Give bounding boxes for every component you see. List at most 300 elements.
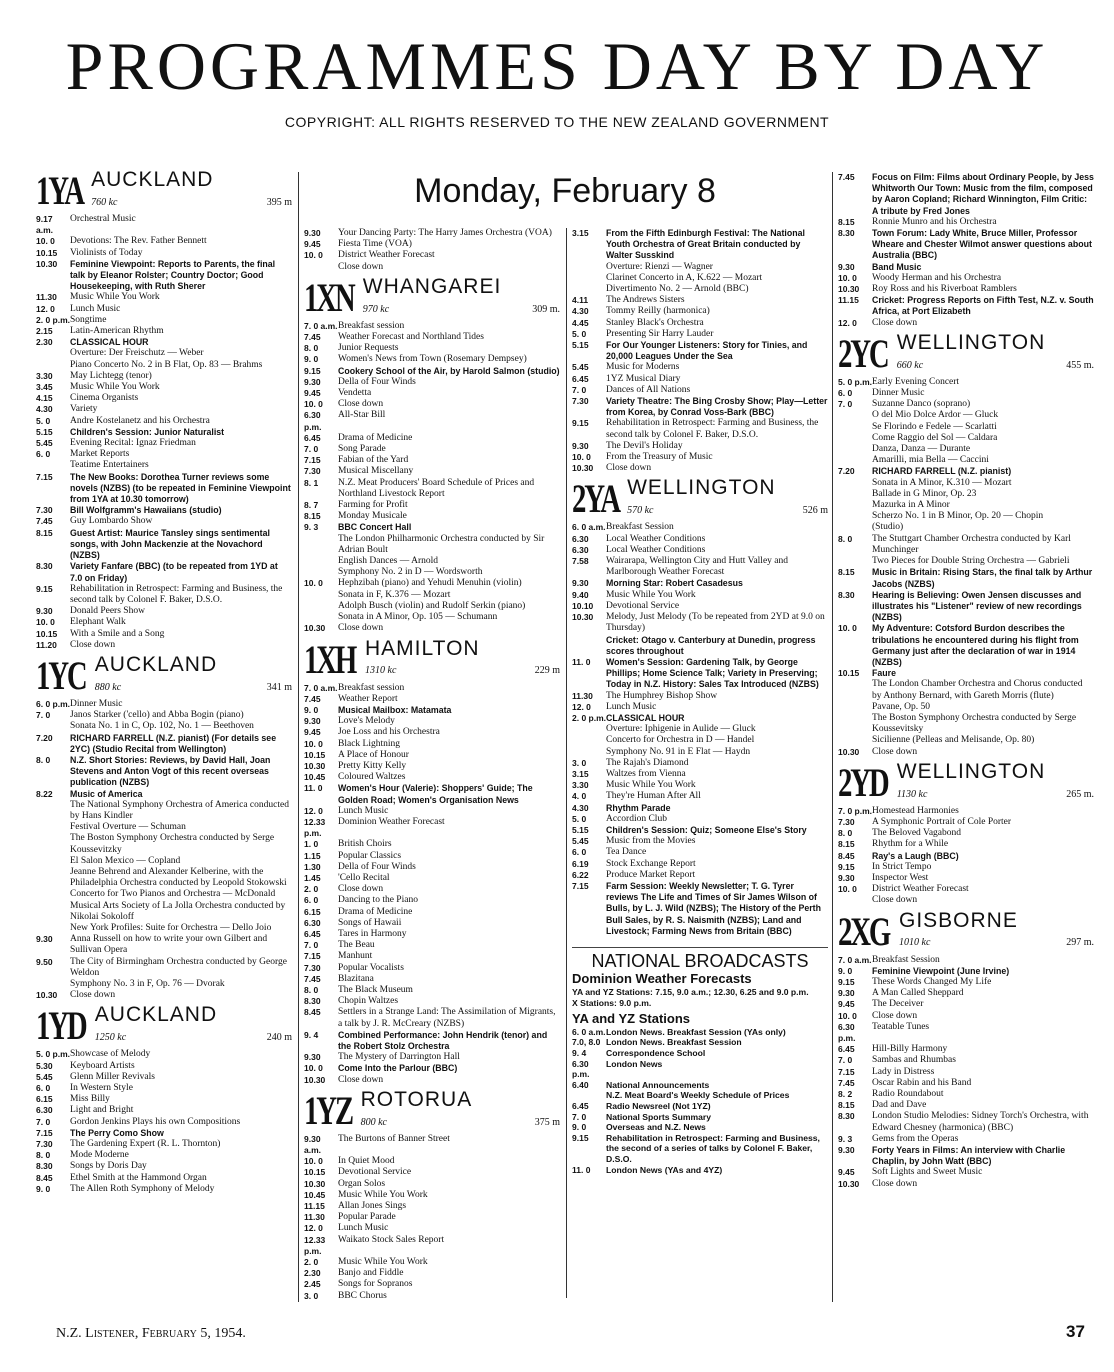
programme-row <box>838 747 1094 758</box>
programme-title: Songs for Sopranos <box>338 1279 413 1290</box>
programme-time <box>36 721 70 732</box>
programme-time: 7.15 <box>838 1066 855 1077</box>
programme-row <box>304 963 560 974</box>
programme-time: 7.30 <box>572 396 589 407</box>
programme-title: The National Symphony Orchestra of America conducted by Hans Kindler <box>70 799 289 821</box>
programme-row <box>304 466 560 477</box>
programme-row <box>572 870 828 881</box>
programme-time <box>838 444 872 455</box>
programme-time: 4.45 <box>572 317 589 328</box>
programme-time: 7. 0 <box>572 1111 587 1122</box>
programme-time: 7. 0 a.m. <box>304 320 338 331</box>
programme-time: 10.30 <box>838 1178 860 1189</box>
station-info <box>627 476 828 518</box>
programme-row <box>36 584 292 606</box>
programme-row <box>36 393 292 404</box>
programme-time: 12. 0 <box>838 317 857 328</box>
programme-row <box>838 1022 1094 1044</box>
programme-title: Sonata No. 1 in C, Op. 102, No. 1 — Beethoven <box>70 721 254 732</box>
programme-row <box>838 735 1094 746</box>
programme-row <box>304 332 560 343</box>
programme-time: 7. 0 p.m. <box>838 805 873 816</box>
programme-time: 10.30 <box>36 990 58 1001</box>
programme-time: 5.30 <box>36 1060 53 1071</box>
programme-time: 12. 0 <box>572 701 591 712</box>
programme-title: Musical Arts Society of La Jolla Orchestra conducted by Nikolai Sokoloff <box>70 900 286 922</box>
programme-title: London News. Breakfast Session (YAs only) <box>606 1026 786 1037</box>
programme-row <box>304 623 560 634</box>
programme-title: Chopin Waltzes <box>338 996 399 1007</box>
programme-time: 10.45 <box>304 772 326 783</box>
programme-title: These Words Changed My Life <box>872 976 992 987</box>
programme-row <box>838 977 1094 988</box>
column-rule-2 <box>566 228 567 1298</box>
station-header <box>304 274 560 320</box>
programme-time: 5. 0 p.m. <box>36 1049 71 1060</box>
programme-section <box>36 1003 292 1195</box>
programme-title: BBC Chorus <box>338 1290 387 1301</box>
programme-row <box>304 444 560 455</box>
programme-row <box>304 884 560 895</box>
programme-row <box>572 452 828 463</box>
programme-time: 8. 0 <box>304 984 319 995</box>
programme-time: 7.58 <box>572 556 589 567</box>
national-row <box>572 1048 828 1059</box>
programme-title: Rhythm for a While <box>872 839 949 850</box>
programme-title: Produce Market Report <box>606 869 696 880</box>
programme-time: 2.15 <box>36 326 53 337</box>
programme-title: Popular Vocalists <box>338 962 404 973</box>
station-frequency: 1250 kc <box>94 1032 127 1044</box>
programme-title: Tea Dance <box>606 847 647 858</box>
programme-row <box>304 1212 560 1223</box>
programme-time: 10. 0 <box>838 884 857 895</box>
programme-row <box>36 360 292 371</box>
programme-row <box>838 1044 1094 1055</box>
station-frequency: 660 kc <box>896 359 924 371</box>
programme-row <box>36 733 292 755</box>
programme-time: 7.45 <box>304 332 321 343</box>
programme-title: The London Philharmonic Orchestra conducted by Sir Adrian Boult <box>338 533 545 555</box>
programme-time: 9.45 <box>304 727 321 738</box>
programme-row <box>572 612 828 634</box>
programme-time: 9.15 <box>572 1132 589 1143</box>
station-wavelength: 240 m <box>266 1032 292 1044</box>
programme-title: They're Human After All <box>606 791 701 802</box>
programme-time <box>838 556 872 567</box>
programme-title: Close down <box>872 317 918 328</box>
programme-row <box>838 511 1094 522</box>
station-callsign: 1YC <box>36 652 86 698</box>
programme-time: 6.40 <box>572 1079 589 1090</box>
programme-time: 10.15 <box>304 1167 326 1178</box>
programme-title: Divertimento No. 2 — Arnold (BBC) <box>606 284 749 295</box>
programme-time: 4.30 <box>572 802 589 813</box>
programme-row <box>304 590 560 601</box>
programme-time: 1.15 <box>304 850 321 861</box>
programme-time <box>838 735 872 746</box>
programme-time: 9. 3 <box>838 1133 853 1144</box>
programme-title: Della of Four Winds <box>338 376 416 387</box>
programme-row <box>304 817 560 839</box>
programme-title: Lady in Distress <box>872 1066 935 1077</box>
programme-title: Rehabilitation in Retrospect: Farming and Business, the second talk by Colonel F. Baker, D.S.O. <box>606 418 819 440</box>
programme-time: 7.30 <box>304 962 321 973</box>
programme-row <box>838 422 1094 433</box>
programme-title: Morning Star: Robert Casadesus <box>606 578 743 589</box>
programme-title: Close down <box>338 1074 384 1085</box>
station-header <box>36 652 292 698</box>
programme-time: 12. 0 <box>36 303 55 314</box>
programme-title: Sonata in A Minor, K.310 — Mozart <box>872 477 1012 488</box>
programme-row <box>304 940 560 951</box>
programme-row <box>304 511 560 522</box>
programme-time <box>572 284 606 295</box>
programme-time <box>572 262 606 273</box>
programme-title: Dancing to the Piano <box>338 895 418 906</box>
programme-title: CLASSICAL HOUR <box>606 712 685 723</box>
programme-section <box>572 476 828 937</box>
programme-row <box>304 239 560 250</box>
programme-row <box>838 556 1094 567</box>
programme-time: 7.45 <box>36 516 53 527</box>
programme-title: Dances of All Nations <box>606 384 691 395</box>
programme-time: 7.45 <box>304 693 321 704</box>
programme-row <box>304 377 560 388</box>
programme-time: 8. 1 <box>304 477 319 488</box>
programme-row <box>36 721 292 732</box>
programme-title: Close down <box>872 1178 918 1189</box>
programme-title: Clarinet Concerto in A, K.622 — Mozart <box>606 272 763 283</box>
programme-section <box>838 759 1094 907</box>
programme-title: Waltzes from Vienna <box>606 768 686 779</box>
programme-time: 6. 0 a.m. <box>572 522 606 533</box>
programme-row <box>304 873 560 884</box>
programme-title: Focus on Film: Films about Ordinary People, by Jess Whitworth Our Town: Music from the film, composed by Aaron Copland; Richard Winnington, Film Critic: A tribute by Fred Jones <box>872 172 1094 216</box>
programme-row <box>838 1134 1094 1145</box>
programme-time <box>838 422 872 433</box>
programme-row <box>36 934 292 956</box>
programme-time: 4.11 <box>572 295 589 306</box>
programme-title: Music While You Work <box>606 589 696 600</box>
programme-title: A Symphonic Portrait of Cole Porter <box>872 816 1012 827</box>
programme-title: Women's Hour (Valerie): Shoppers' Guide; The Golden Road; Women's Organisation News <box>338 783 533 805</box>
programme-row <box>304 694 560 705</box>
programme-row <box>304 772 560 783</box>
station-callsign: 1XN <box>304 274 354 320</box>
programme-title: RICHARD FARRELL (N.Z. pianist) <box>872 466 1012 477</box>
programme-title: Dominion Weather Forecast <box>338 816 445 827</box>
programme-time: 7.30 <box>838 816 855 827</box>
programme-time <box>838 410 872 421</box>
column-rule-1 <box>298 172 299 1302</box>
programme-time: 9.50 <box>36 956 53 967</box>
programme-row <box>36 1184 292 1195</box>
programme-row <box>572 713 828 724</box>
programme-time: 4.30 <box>36 404 53 415</box>
programme-row <box>304 321 560 332</box>
programme-row <box>36 460 292 471</box>
programme-row <box>304 1007 560 1029</box>
programme-row <box>838 895 1094 906</box>
programme-title: Sonata in F, K.376 — Mozart <box>338 589 451 600</box>
programme-row <box>838 817 1094 828</box>
page-number: 37 <box>1066 1322 1085 1341</box>
programme-title: Fabian of the Yard <box>338 455 409 466</box>
programme-time: 10.10 <box>572 600 594 611</box>
programme-title: Homestead Harmonies <box>872 805 959 816</box>
national-row <box>572 1059 828 1080</box>
programme-title: Janos Starker ('cello) and Abba Bogin (piano) <box>70 710 244 721</box>
programme-time: 6. 0 p.m. <box>36 698 71 709</box>
programme-row <box>36 1105 292 1116</box>
programme-row <box>838 455 1094 466</box>
programme-row <box>36 259 292 293</box>
programme-title: Cricket: Progress Reports on Fifth Test, N.Z. v. South Africa, at Port Elizabeth <box>872 295 1094 317</box>
programme-row <box>304 1052 560 1063</box>
programme-time: 1.45 <box>304 872 321 883</box>
programme-title: Joe Loss and his Orchestra <box>338 727 440 738</box>
station-header <box>304 636 560 682</box>
programme-time: 9.45 <box>304 388 321 399</box>
programme-title: Teatime Entertainers <box>70 460 149 471</box>
programme-time: 8. 0 <box>838 533 853 544</box>
programme-row <box>36 789 292 800</box>
station-callsign: 1YA <box>36 168 83 213</box>
station-frequency: 570 kc <box>627 505 654 517</box>
national-row <box>572 1027 828 1038</box>
programme-title: Festival Overture — Schuman <box>70 822 186 833</box>
programme-title: Scherzo No. 1 in B Minor, Op. 20 — Chopin <box>872 511 1044 522</box>
programme-time: 8.15 <box>304 511 321 522</box>
programme-title: Showcase of Melody <box>70 1049 151 1060</box>
programme-row <box>304 410 560 432</box>
programme-time <box>36 822 70 833</box>
programme-section <box>838 908 1094 1190</box>
programme-time: 7.15 <box>304 455 321 466</box>
programme-time: 7. 0 <box>36 1116 51 1127</box>
programme-row <box>572 791 828 802</box>
programme-time: 9.45 <box>304 239 321 250</box>
programme-row <box>572 556 828 578</box>
programme-time: 4. 0 <box>572 791 587 802</box>
programme-title: Orchestral Music <box>70 214 136 224</box>
programme-row <box>838 478 1094 489</box>
programme-time: 10.30 <box>838 284 860 295</box>
programme-title: Women's Session: Gardening Talk, by George Phillips; Home Science Talk; Variety in Preserving; Today in N.Z. History: Sales Tax Introduced (NZBS) <box>606 656 819 690</box>
programme-title: Lunch Music <box>338 805 389 816</box>
programme-title: Hephzibah (piano) and Yehudi Menuhin (violin) <box>338 578 522 589</box>
programme-title: Close down <box>338 261 384 272</box>
programme-time: 10.30 <box>572 463 594 474</box>
programme-time <box>36 800 70 822</box>
programme-time: 5. 0 <box>572 328 587 339</box>
programme-title: Woody Herman and his Orchestra <box>872 272 1002 283</box>
programme-row <box>572 758 828 769</box>
programme-row <box>572 702 828 713</box>
programme-time: 2.45 <box>304 1279 321 1290</box>
programme-title: Evening Recital: Ignaz Friedman <box>70 438 196 449</box>
programme-title: The Beloved Vagabond <box>872 828 961 839</box>
programme-row <box>36 1161 292 1172</box>
programme-row <box>838 1078 1094 1089</box>
programme-row <box>838 1111 1094 1133</box>
programme-title: Feminine Viewpoint: Reports to Parents, the final talk by Eleanor Rolster; Country Doctor; Good Housekeeping, with Ruth Sherer <box>70 258 276 292</box>
programme-time: 4.15 <box>36 393 53 404</box>
programme-time: 6. 0 <box>36 449 51 460</box>
programme-title: Close down <box>606 463 652 474</box>
programme-time <box>838 895 872 906</box>
programme-title: Junior Requests <box>338 343 399 354</box>
programme-time <box>838 433 872 444</box>
programme-row <box>838 702 1094 713</box>
programme-title: Coloured Waltzes <box>338 772 406 783</box>
programme-time: 10.30 <box>304 623 326 634</box>
programme-title: Roy Ross and his Riverboat Ramblers <box>872 284 1017 295</box>
programme-title: El Salon Mexico — Copland <box>70 855 181 866</box>
programme-row <box>572 228 828 262</box>
programme-row <box>304 534 560 556</box>
programme-time <box>838 702 872 713</box>
programme-title: Settlers in a Strange Land: The Assimilation of Migrants, a talk by J. R. McCreary (NZBS) <box>338 1007 556 1029</box>
programme-row <box>838 534 1094 556</box>
programme-time <box>304 601 338 612</box>
programme-title: Gems from the Operas <box>872 1133 959 1144</box>
national-subheading: YA and YZ Stations <box>572 1010 690 1026</box>
programme-title: Town Forum: Lady White, Bruce Miller, Professor Wheare and Chester Wilmot answer questions about Australia (BBC) <box>872 228 1092 261</box>
programme-title: Breakfast Session <box>872 954 940 965</box>
programme-row <box>572 859 828 870</box>
programme-time: 9.30 <box>304 376 321 387</box>
programme-row <box>572 306 828 317</box>
programme-row <box>304 228 560 239</box>
programme-row <box>838 828 1094 839</box>
programme-time <box>36 979 70 990</box>
programme-row <box>36 867 292 889</box>
programme-time: 7. 0 <box>838 1055 853 1066</box>
programme-row <box>36 214 292 236</box>
programme-title: Accordion Club <box>606 813 667 824</box>
programme-row <box>304 1134 560 1156</box>
programme-time: 9.30 <box>572 578 589 589</box>
programme-row <box>572 262 828 273</box>
programme-time: 6.30 <box>36 1105 53 1116</box>
programme-row <box>572 396 828 418</box>
programme-time: 6.19 <box>572 858 589 869</box>
programme-row <box>36 822 292 833</box>
programme-row <box>36 337 292 348</box>
station-info <box>362 274 560 317</box>
station-frequency: 970 kc <box>362 303 390 315</box>
programme-time: 10. 0 <box>36 236 55 247</box>
national-row <box>572 1133 828 1165</box>
programme-title: The London Chamber Orchestra and Chorus conducted by Anthony Bernard, with Gareth Morris (flute) <box>872 679 1083 701</box>
programme-row <box>838 228 1094 262</box>
programme-title: Andre Kostelanetz and his Orchestra <box>70 415 210 426</box>
programme-row <box>304 1235 560 1257</box>
programme-title: Melody, Just Melody (To be repeated from 2YD at 9.0 on Thursday) <box>606 612 825 634</box>
programme-title: Stanley Black's Orchestra <box>606 317 704 328</box>
programme-title: The Gardening Expert (R. L. Thornton) <box>70 1139 221 1150</box>
programme-time: 7. 0 <box>572 384 587 395</box>
programme-time: 9.15 <box>36 583 53 594</box>
programme-time: 10. 0 <box>304 738 323 749</box>
programme-row <box>572 814 828 825</box>
programme-title: District Weather Forecast <box>338 250 435 261</box>
programme-title: Piano Concerto No. 2 in B Flat, Op. 83 — Brahms <box>70 359 263 370</box>
programme-time <box>36 901 70 923</box>
programme-time: 8.45 <box>838 850 855 861</box>
programme-title: All-Star Bill <box>338 410 386 421</box>
programme-time: 6. 0 <box>838 388 853 399</box>
column-3 <box>572 228 828 1183</box>
programme-title: Pavane, Op. 50 <box>872 701 931 712</box>
programme-time <box>838 511 872 522</box>
programme-time: 10. 0 <box>304 1063 323 1074</box>
programme-time: 12. 0 <box>304 1223 323 1234</box>
programme-row <box>838 444 1094 455</box>
programme-title: Hearing is Believing: Owen Jensen discusses and illustrates his "Listener" review of new recordings (NZBS) <box>872 589 1082 623</box>
programme-time <box>304 590 338 601</box>
programme-time <box>572 735 606 746</box>
programme-time <box>572 273 606 284</box>
programme-title: Symphony No. 3 in F, Op. 76 — Dvorak <box>70 979 225 989</box>
programme-row <box>572 657 828 691</box>
programme-section <box>572 228 828 474</box>
programme-time: 9.30 <box>36 606 53 617</box>
programme-time: 10.45 <box>304 1189 326 1200</box>
programme-row <box>838 466 1094 477</box>
programme-title: Overture: Rienzi — Wagner <box>606 261 713 272</box>
programme-time: 5.45 <box>572 362 589 373</box>
programme-row <box>304 343 560 354</box>
programme-row <box>572 362 828 373</box>
column-4 <box>838 172 1094 1198</box>
programme-title: Children's Session: Junior Naturalist <box>70 426 225 437</box>
programme-title: Musical Mailbox: Matamata <box>338 704 452 715</box>
station-info <box>896 759 1094 802</box>
programme-time: 3.15 <box>572 228 589 238</box>
programme-row <box>572 522 828 533</box>
programme-row <box>36 416 292 427</box>
programme-time <box>36 833 70 855</box>
programme-time: 7. 0 <box>304 444 319 455</box>
programme-title: A Place of Honour <box>338 749 409 760</box>
programme-title: Music While You Work <box>338 1189 428 1200</box>
programme-time <box>36 856 70 867</box>
programme-title: Close down <box>70 990 116 1001</box>
programme-title: Devotional Service <box>606 600 680 611</box>
programme-time <box>304 534 338 556</box>
programme-title: Suzanne Danco (soprano) <box>872 399 971 410</box>
programme-title: Concerto for Orchestra in D — Handel <box>606 735 755 746</box>
programme-row <box>304 1268 560 1279</box>
programme-title: The Perry Como Show <box>70 1127 164 1138</box>
programme-row <box>838 1089 1094 1100</box>
station-callsign: 2XG <box>838 908 890 954</box>
programme-time: 7.30 <box>304 466 321 477</box>
programme-time: 10.15 <box>36 247 58 258</box>
programme-row <box>304 1179 560 1190</box>
programme-title: Music While You Work <box>70 292 160 303</box>
programme-row <box>838 567 1094 589</box>
programme-title: District Weather Forecast <box>872 884 969 895</box>
programme-row <box>304 716 560 727</box>
programme-row <box>36 528 292 562</box>
programme-title: Overture: Iphigenie in Aulide — Gluck <box>606 724 756 735</box>
programme-row <box>36 248 292 259</box>
programme-row <box>304 985 560 996</box>
